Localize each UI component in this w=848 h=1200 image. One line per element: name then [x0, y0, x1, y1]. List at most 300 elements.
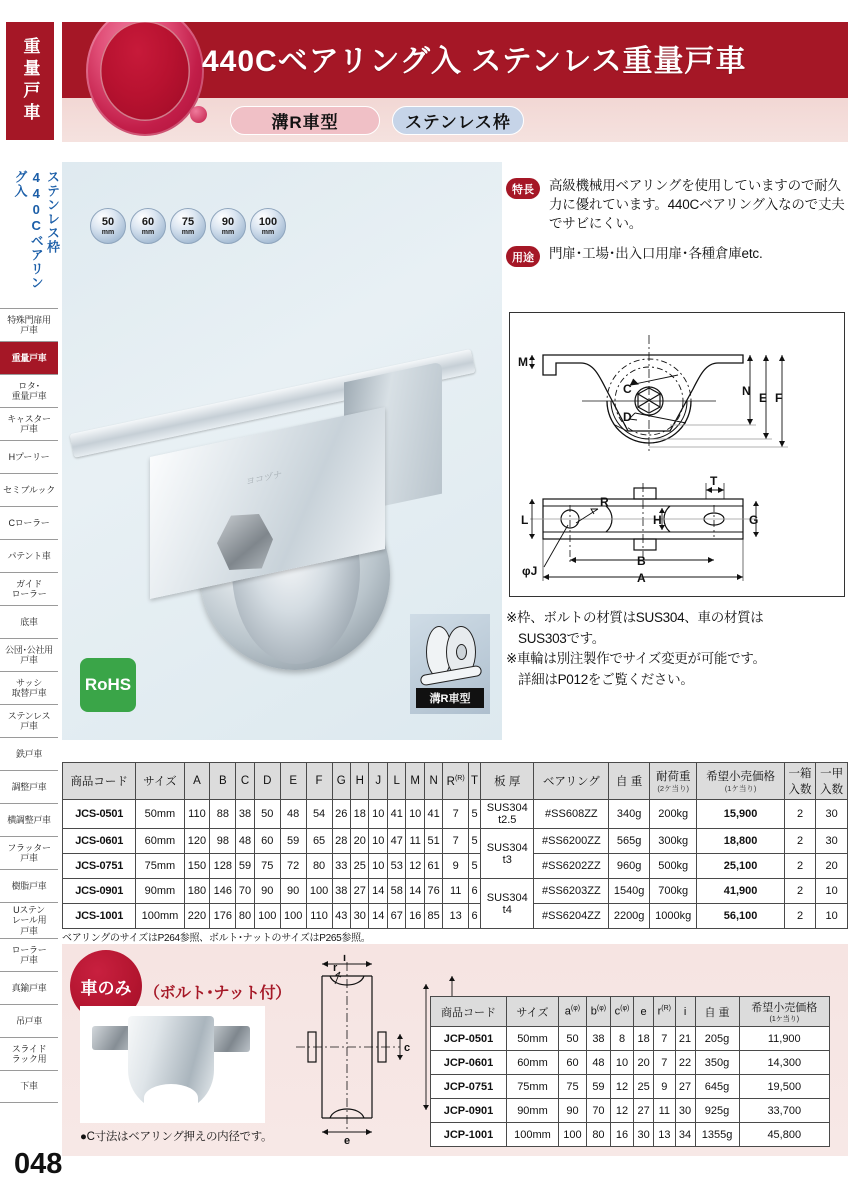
wheel-only-section — [62, 944, 848, 1156]
sidebar-item-21[interactable] — [0, 1004, 58, 1037]
cell-D: 100 — [254, 904, 280, 929]
cell-size: 100mm — [136, 904, 184, 929]
cell-e: 30 — [634, 1123, 654, 1147]
cell-weight: 925g — [695, 1099, 739, 1123]
svg-text:F: F — [775, 391, 783, 405]
sidebar-item-label: ローラー 戸車 — [11, 944, 47, 966]
sidebar-item-12[interactable] — [0, 704, 58, 737]
main-col-header-18: 自 重 — [609, 763, 650, 800]
main-table-footnote: ベアリングのサイズはP264参照、ボルト･ナットのサイズはP265参照。 — [62, 933, 371, 944]
svg-text:M: M — [518, 355, 528, 369]
cell-bearing: #SS6200ZZ — [534, 829, 609, 854]
size-badge-value: 90 — [221, 215, 235, 228]
cell-box-qty: 2 — [784, 854, 816, 879]
size-badge-value: 60 — [141, 215, 155, 228]
cell-price: 18,800 — [697, 829, 784, 854]
size-badge-50 — [90, 208, 126, 244]
cell-J: 14 — [369, 904, 387, 929]
cell-B: 98 — [210, 829, 236, 854]
cell-B: 146 — [210, 879, 236, 904]
wheel-type-caption: 溝R車型 — [416, 688, 484, 708]
cell-T: 5 — [468, 800, 480, 829]
cell-box-qty: 2 — [784, 904, 816, 929]
main-col-header-sub: (1ケ当り) — [724, 784, 757, 793]
cell-A: 110 — [184, 800, 210, 829]
cell-product-code: JCP-1001 — [431, 1123, 507, 1147]
cell-product-code: JCS-0901 — [63, 879, 136, 904]
sidebar-item-2[interactable] — [0, 374, 58, 407]
cell-a: 100 — [558, 1123, 586, 1147]
cell-T: 5 — [468, 829, 480, 854]
cell-r: 7 — [654, 1027, 675, 1051]
sidebar-vertical-subtitle — [2, 170, 60, 300]
sidebar-item-6[interactable] — [0, 506, 58, 539]
main-spec-table-head — [63, 763, 848, 800]
cell-A: 120 — [184, 829, 210, 854]
table-row — [431, 1027, 830, 1051]
cell-size: 60mm — [506, 1051, 558, 1075]
sidebar-item-13[interactable] — [0, 737, 58, 770]
sidebar-item-14[interactable] — [0, 770, 58, 803]
table-row — [63, 904, 848, 929]
cell-box-qty: 2 — [784, 879, 816, 904]
cell-E: 100 — [280, 904, 306, 929]
cell-product-code: JCS-0601 — [63, 829, 136, 854]
wheel-only-table-body — [431, 1027, 830, 1147]
cell-J: 14 — [369, 879, 387, 904]
sidebar-nav-list — [0, 308, 58, 1103]
table-row — [431, 1075, 830, 1099]
cell-i: 21 — [675, 1027, 695, 1051]
cell-C: 48 — [236, 829, 254, 854]
cell-R: 9 — [443, 854, 469, 879]
cell-bearing: #SS608ZZ — [534, 800, 609, 829]
main-col-header-13: N — [424, 763, 442, 800]
tag-stainless-frame: ステンレス枠 — [392, 106, 524, 135]
sidebar-section-tab: 重量戸車 — [6, 22, 54, 140]
cell-weight: 205g — [695, 1027, 739, 1051]
sidebar-item-23[interactable] — [0, 1070, 58, 1103]
sidebar-vertical-line: 440Cベアリング入 — [12, 170, 44, 290]
cell-B: 176 — [210, 904, 236, 929]
cell-price: 11,900 — [739, 1027, 829, 1051]
sidebar-item-5[interactable] — [0, 473, 58, 506]
sidebar-item-16[interactable] — [0, 836, 58, 869]
feature-row-1 — [506, 244, 848, 267]
wheel-only-note: ●C寸法はベアリング押えの内径です。 — [80, 1131, 273, 1143]
sidebar-item-3[interactable] — [0, 407, 58, 440]
sidebar-item-label: キャスター 戸車 — [7, 413, 51, 434]
cell-weight: 1355g — [695, 1123, 739, 1147]
sidebar-item-label: ガイド ローラー — [11, 578, 47, 599]
size-badge-90 — [210, 208, 246, 244]
sidebar-item-label: 特殊門扉用 戸車 — [7, 314, 51, 335]
main-col-header-14: $R^{(R)}$ — [443, 763, 469, 800]
material-notes — [506, 608, 848, 690]
svg-text:e: e — [344, 1135, 351, 1144]
logo-dot-icon — [190, 106, 207, 123]
cell-product-code: JCS-0501 — [63, 800, 136, 829]
cell-T: 6 — [468, 904, 480, 929]
sidebar-item-0[interactable] — [0, 308, 58, 341]
sidebar-item-17[interactable] — [0, 869, 58, 902]
table-row — [63, 879, 848, 904]
cell-price: 33,700 — [739, 1099, 829, 1123]
main-col-header-sub: (2ケ当り) — [657, 784, 690, 793]
sidebar-item-label: 公団･公社用 戸車 — [5, 644, 53, 665]
sidebar-item-7[interactable] — [0, 539, 58, 572]
main-spec-table-body — [63, 800, 848, 929]
main-col-header-3: B — [210, 763, 236, 800]
cell-G: 38 — [332, 879, 350, 904]
cell-B: 128 — [210, 854, 236, 879]
svg-text:A: A — [637, 571, 646, 585]
size-badge-value: 50 — [101, 215, 115, 228]
cell-R: 11 — [443, 879, 469, 904]
cell-i: 30 — [675, 1099, 695, 1123]
sidebar-item-label: Cローラー — [8, 517, 50, 528]
cell-H: 20 — [351, 829, 369, 854]
cell-c: 12 — [610, 1075, 633, 1099]
wheel-only-table-wrap — [430, 996, 830, 1147]
wheel-only-badge: 車のみ — [70, 950, 142, 1022]
size-badge-value: 100 — [258, 215, 278, 228]
cell-weight: 2200g — [609, 904, 650, 929]
cell-F: 54 — [306, 800, 332, 829]
main-col-header-4: C — [236, 763, 254, 800]
main-col-header-10: J — [369, 763, 387, 800]
wheel-col-header-4: $c^{(\varphi)}$ — [610, 997, 633, 1027]
cell-D: 90 — [254, 879, 280, 904]
cell-price: 19,500 — [739, 1075, 829, 1099]
logo-inner-icon — [100, 22, 190, 121]
wheel-col-header-0: 商品コード — [431, 997, 507, 1027]
table-row — [431, 1051, 830, 1075]
cell-G: 33 — [332, 854, 350, 879]
main-col-header-22: 一甲 入数 — [816, 763, 848, 800]
size-badge-value: 75 — [181, 215, 195, 228]
cell-size: 100mm — [506, 1123, 558, 1147]
cell-b: 80 — [586, 1123, 610, 1147]
cell-C: 70 — [236, 879, 254, 904]
cell-load: 1000kg — [650, 904, 697, 929]
main-col-header-7: F — [306, 763, 332, 800]
note-line-1: SUS303です。 — [518, 630, 606, 646]
cell-price: 15,900 — [697, 800, 784, 829]
cell-weight: 350g — [695, 1051, 739, 1075]
wheel-col-header-5: e — [634, 997, 654, 1027]
cell-product-code: JCP-0601 — [431, 1051, 507, 1075]
cell-N: 85 — [424, 904, 442, 929]
cell-price: 25,100 — [697, 854, 784, 879]
cell-c: 12 — [610, 1099, 633, 1123]
cell-load: 500kg — [650, 854, 697, 879]
sidebar-item-19[interactable] — [0, 938, 58, 971]
svg-text:c: c — [404, 1042, 411, 1054]
cell-H: 25 — [351, 854, 369, 879]
cell-D: 60 — [254, 829, 280, 854]
wheel-only-photo — [80, 1006, 265, 1123]
cell-case-qty: 20 — [816, 854, 848, 879]
cell-G: 43 — [332, 904, 350, 929]
cell-N: 76 — [424, 879, 442, 904]
cell-size: 50mm — [506, 1027, 558, 1051]
cell-R: 7 — [443, 829, 469, 854]
cell-r: 11 — [654, 1099, 675, 1123]
cell-plate-thickness: SUS304 t2.5 — [481, 800, 534, 829]
wheel-groove-notch — [144, 1084, 198, 1112]
cell-bearing: #SS6203ZZ — [534, 879, 609, 904]
cell-b: 48 — [586, 1051, 610, 1075]
cell-product-code: JCP-0751 — [431, 1075, 507, 1099]
sidebar-item-4[interactable] — [0, 440, 58, 473]
sidebar-item-18[interactable] — [0, 902, 58, 938]
cell-case-qty: 10 — [816, 879, 848, 904]
cell-load: 300kg — [650, 829, 697, 854]
cell-box-qty: 2 — [784, 800, 816, 829]
cell-G: 28 — [332, 829, 350, 854]
cell-N: 51 — [424, 829, 442, 854]
cell-case-qty: 30 — [816, 829, 848, 854]
product-photo-panel — [62, 162, 502, 740]
cell-size: 60mm — [136, 829, 184, 854]
cell-M: 14 — [406, 879, 424, 904]
cell-H: 30 — [351, 904, 369, 929]
cell-product-code: JCS-0751 — [63, 854, 136, 879]
cell-i: 34 — [675, 1123, 695, 1147]
size-badge-unit: mm — [181, 228, 195, 236]
wheel-col-header-sub: (1ケ当り) — [769, 1016, 800, 1023]
cell-size: 75mm — [506, 1075, 558, 1099]
cell-A: 150 — [184, 854, 210, 879]
svg-text:φJ: φJ — [522, 564, 538, 578]
table-row — [63, 800, 848, 829]
sidebar-item-1[interactable] — [0, 341, 58, 374]
sidebar-item-20[interactable] — [0, 971, 58, 1004]
cell-F: 65 — [306, 829, 332, 854]
sidebar-item-label: 下車 — [20, 1081, 38, 1092]
cell-load: 700kg — [650, 879, 697, 904]
cell-b: 59 — [586, 1075, 610, 1099]
size-badge-list — [90, 208, 286, 244]
cell-C: 38 — [236, 800, 254, 829]
cell-e: 27 — [634, 1099, 654, 1123]
cell-N: 61 — [424, 854, 442, 879]
main-col-header-1: サイズ — [136, 763, 184, 800]
main-col-header-11: L — [387, 763, 405, 800]
sidebar-item-label: セミブルック — [3, 484, 55, 495]
svg-text:B: B — [637, 554, 646, 568]
sidebar-item-label: 鉄戸車 — [15, 748, 43, 759]
svg-text:G: G — [749, 513, 759, 527]
cell-weight: 960g — [609, 854, 650, 879]
main-spec-table-wrap — [62, 762, 848, 929]
cell-c: 10 — [610, 1051, 633, 1075]
cell-price: 14,300 — [739, 1051, 829, 1075]
cell-weight: 645g — [695, 1075, 739, 1099]
main-col-header-16: 板 厚 — [481, 763, 534, 800]
table-row — [63, 829, 848, 854]
size-badge-unit: mm — [261, 228, 275, 236]
cell-L: 47 — [387, 829, 405, 854]
cell-a: 90 — [558, 1099, 586, 1123]
cell-weight: 340g — [609, 800, 650, 829]
feature-badge: 用途 — [506, 246, 540, 267]
cell-price: 45,800 — [739, 1123, 829, 1147]
cell-b: 70 — [586, 1099, 610, 1123]
cell-G: 26 — [332, 800, 350, 829]
tag-groove-r-type: 溝R車型 — [230, 106, 380, 135]
cell-i: 27 — [675, 1075, 695, 1099]
main-col-header-2: A — [184, 763, 210, 800]
sidebar-item-label: サッシ 取替戸車 — [11, 677, 47, 698]
cell-M: 16 — [406, 904, 424, 929]
cell-a: 75 — [558, 1075, 586, 1099]
main-col-header-5: D — [254, 763, 280, 800]
cell-e: 18 — [634, 1027, 654, 1051]
note-line-0: ※枠、ボルトの材質はSUS304、車の材質は — [506, 610, 764, 625]
page-title: 440Cベアリング入 ステンレス重量戸車 — [202, 45, 747, 78]
sidebar-item-8[interactable] — [0, 572, 58, 605]
cell-bearing: #SS6204ZZ — [534, 904, 609, 929]
cell-C: 59 — [236, 854, 254, 879]
cell-size: 90mm — [506, 1099, 558, 1123]
sidebar-vertical-line: ステンレス枠 — [45, 170, 60, 254]
cell-A: 220 — [184, 904, 210, 929]
cell-size: 50mm — [136, 800, 184, 829]
sidebar-item-label: 吊戸車 — [15, 1015, 43, 1026]
cell-C: 80 — [236, 904, 254, 929]
sidebar-item-22[interactable] — [0, 1037, 58, 1070]
note-line-3: 詳細はP012をご覧ください。 — [518, 671, 694, 687]
svg-text:C: C — [623, 382, 632, 396]
svg-text:r: r — [333, 962, 338, 974]
cell-R: 13 — [443, 904, 469, 929]
cell-i: 22 — [675, 1051, 695, 1075]
main-col-header-0: 商品コード — [63, 763, 136, 800]
cell-H: 27 — [351, 879, 369, 904]
sidebar-item-label: Uステン レール用 戸車 — [11, 905, 47, 936]
sidebar-item-9[interactable] — [0, 605, 58, 638]
sidebar-item-11[interactable] — [0, 671, 58, 704]
size-badge-100 — [250, 208, 286, 244]
wheel-type-icon — [410, 614, 490, 714]
cell-J: 10 — [369, 854, 387, 879]
main-col-header-8: G — [332, 763, 350, 800]
wheel-col-header-7: i — [675, 997, 695, 1027]
wheel-col-header-1: サイズ — [506, 997, 558, 1027]
cell-E: 59 — [280, 829, 306, 854]
table-row — [431, 1123, 830, 1147]
cell-T: 6 — [468, 879, 480, 904]
sidebar-item-label: 樹脂戸車 — [11, 880, 47, 891]
cell-box-qty: 2 — [784, 829, 816, 854]
size-badge-unit: mm — [221, 228, 235, 236]
feature-text: 門扉･工場･出入口用扉･各種倉庫etc. — [549, 246, 763, 262]
wheel-col-header-2: $a^{(\varphi)}$ — [558, 997, 586, 1027]
cell-e: 20 — [634, 1051, 654, 1075]
cell-r: 9 — [654, 1075, 675, 1099]
wheel-only-header-row — [431, 997, 830, 1027]
main-col-header-15: T — [468, 763, 480, 800]
cell-J: 10 — [369, 800, 387, 829]
table-row — [431, 1099, 830, 1123]
cell-J: 10 — [369, 829, 387, 854]
sidebar — [0, 0, 62, 1200]
cell-F: 80 — [306, 854, 332, 879]
cell-N: 41 — [424, 800, 442, 829]
main-col-header-6: E — [280, 763, 306, 800]
page-number: 048 — [14, 1148, 63, 1180]
sidebar-item-label: 真鍮戸車 — [11, 982, 47, 993]
cell-r: 7 — [654, 1051, 675, 1075]
cell-E: 72 — [280, 854, 306, 879]
cell-r: 13 — [654, 1123, 675, 1147]
cell-product-code: JCP-0501 — [431, 1027, 507, 1051]
cell-case-qty: 10 — [816, 904, 848, 929]
feature-badge: 特長 — [506, 178, 540, 199]
cell-c: 16 — [610, 1123, 633, 1147]
main-col-header-9: H — [351, 763, 369, 800]
header-banner — [62, 22, 848, 142]
main-col-header-17: ベアリング — [534, 763, 609, 800]
cell-L: 67 — [387, 904, 405, 929]
cell-H: 18 — [351, 800, 369, 829]
sidebar-item-label: 底車 — [20, 616, 38, 627]
sidebar-item-10[interactable] — [0, 638, 58, 671]
wheel-col-header-8: 自 重 — [695, 997, 739, 1027]
cell-product-code: JCS-1001 — [63, 904, 136, 929]
main-col-header-21: 一箱 入数 — [784, 763, 816, 800]
main-spec-header-row — [63, 763, 848, 800]
cell-R: 7 — [443, 800, 469, 829]
cell-A: 180 — [184, 879, 210, 904]
cell-load: 200kg — [650, 800, 697, 829]
cell-L: 41 — [387, 800, 405, 829]
note-line-2: ※車輪は別注製作でサイズ変更が可能です。 — [506, 651, 766, 667]
feature-list — [506, 176, 848, 278]
sidebar-item-label: スライド ラック用 — [11, 1043, 47, 1065]
cell-a: 60 — [558, 1051, 586, 1075]
cell-L: 53 — [387, 854, 405, 879]
sidebar-item-label: パテント車 — [7, 550, 51, 561]
cell-size: 75mm — [136, 854, 184, 879]
sidebar-item-15[interactable] — [0, 803, 58, 836]
cell-M: 11 — [406, 829, 424, 854]
wheel-only-table — [430, 996, 830, 1147]
svg-text:D: D — [623, 410, 632, 424]
wheel-only-subtitle: （ボルト･ナット付） — [144, 985, 291, 1002]
cell-M: 10 — [406, 800, 424, 829]
main-col-header-20: 希望小売価格 (1ケ当り) — [697, 763, 784, 800]
cell-D: 75 — [254, 854, 280, 879]
product-photo-illustration — [62, 282, 502, 622]
cell-B: 88 — [210, 800, 236, 829]
cell-D: 50 — [254, 800, 280, 829]
sidebar-item-label: Hプーリー — [8, 451, 50, 462]
cell-bearing: #SS6202ZZ — [534, 854, 609, 879]
main-col-header-12: M — [406, 763, 424, 800]
cell-plate-thickness: SUS304 t4 — [481, 879, 534, 929]
cell-L: 58 — [387, 879, 405, 904]
sidebar-item-label: ロタ･ 重量戸車 — [11, 380, 47, 401]
wheel-col-header-9: 希望小売価格 (1ケ当り) — [739, 997, 829, 1027]
sidebar-item-label: ステンレス 戸車 — [7, 710, 51, 731]
svg-text:N: N — [742, 384, 751, 398]
size-badge-unit: mm — [101, 228, 115, 236]
main-col-header-19: 耐荷重 (2ケ当り) — [650, 763, 697, 800]
rohs-badge: RoHS — [80, 658, 136, 712]
